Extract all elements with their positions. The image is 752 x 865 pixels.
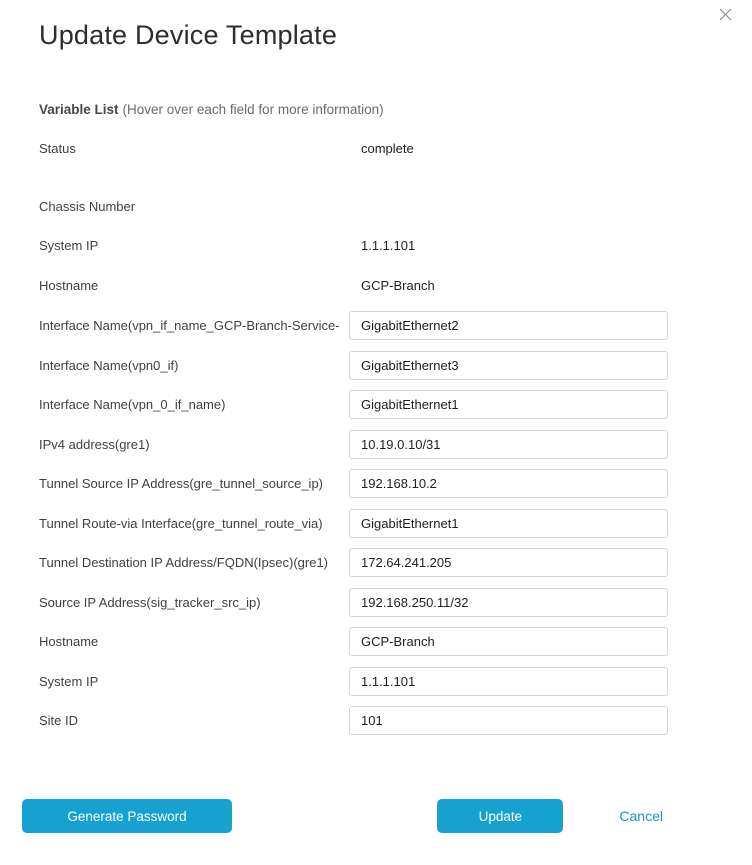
variable-list-hint: (Hover over each field for more information)	[122, 102, 384, 117]
variable-rows	[39, 139, 668, 746]
field-label: Tunnel Route-via Interface(gre_tunnel_route_via)	[39, 515, 323, 531]
interface-name-vpn0-if-input[interactable]	[349, 351, 668, 380]
field-value: complete	[361, 141, 414, 156]
input-row-hostname	[39, 627, 668, 656]
input-row-site-id	[39, 706, 668, 735]
input-row-interface-name-vpn0-if	[39, 351, 668, 380]
modal-footer	[0, 799, 752, 833]
input-row-interface-name-vpn-0-if-name	[39, 390, 668, 419]
cancel-button[interactable]: Cancel	[619, 808, 663, 824]
system-ip-input[interactable]	[349, 667, 668, 696]
site-id-input[interactable]	[349, 706, 668, 735]
field-label: Hostname	[39, 634, 99, 649]
field-label: Chassis Number	[39, 199, 136, 214]
field-label: System IP	[39, 673, 99, 689]
tunnel-source-ip-input[interactable]	[349, 469, 668, 498]
field-label: Site ID	[39, 713, 79, 728]
footer-actions	[437, 799, 663, 833]
tunnel-route-via-input[interactable]	[349, 509, 668, 538]
source-ip-address-input[interactable]	[349, 588, 668, 617]
variable-list-heading	[39, 102, 384, 117]
ipv4-address-gre1-input[interactable]	[349, 430, 668, 459]
static-row-status	[39, 139, 668, 158]
interface-name-vpn-0-if-name-input[interactable]	[349, 390, 668, 419]
close-icon[interactable]	[715, 4, 735, 24]
input-row-tunnel-source-ip	[39, 469, 668, 498]
hostname-input[interactable]	[349, 627, 668, 656]
input-row-system-ip	[39, 667, 668, 696]
generate-password-button[interactable]: Generate Password	[22, 799, 232, 833]
field-label: System IP	[39, 238, 99, 253]
field-label: IPv4 address(gre1)	[39, 436, 150, 452]
static-row-chassis-number	[39, 197, 668, 216]
input-row-tunnel-route-via	[39, 509, 668, 538]
input-row-tunnel-destination-ip	[39, 548, 668, 577]
variable-list-label: Variable List	[39, 102, 119, 117]
static-row-system-ip	[39, 236, 668, 255]
field-label: Source IP Address(sig_tracker_src_ip)	[39, 594, 261, 610]
input-row-source-ip-address	[39, 588, 668, 617]
page-title: Update Device Template	[39, 20, 338, 50]
update-button[interactable]: Update	[437, 799, 563, 833]
input-row-ipv4-address-gre1	[39, 430, 668, 459]
field-label: Hostname	[39, 278, 99, 293]
field-label: Tunnel Destination IP Address/FQDN(Ipsec)(gre1)	[39, 555, 329, 570]
field-label: Interface Name(vpn_0_if_name)	[39, 397, 226, 412]
input-row-interface-name-service	[39, 311, 668, 340]
interface-name-service-input[interactable]	[349, 311, 668, 340]
static-row-hostname	[39, 276, 668, 295]
field-value: 1.1.1.101	[361, 238, 416, 253]
tunnel-destination-ip-input[interactable]	[349, 548, 668, 577]
field-label: Interface Name(vpn_if_name_GCP-Branch-Service-	[39, 318, 340, 333]
field-value: GCP-Branch	[361, 278, 435, 293]
close-x-glyph	[718, 7, 733, 22]
field-label: Tunnel Source IP Address(gre_tunnel_source_ip)	[39, 476, 324, 491]
field-label: Interface Name(vpn0_if)	[39, 357, 179, 373]
field-label: Status	[39, 141, 76, 156]
